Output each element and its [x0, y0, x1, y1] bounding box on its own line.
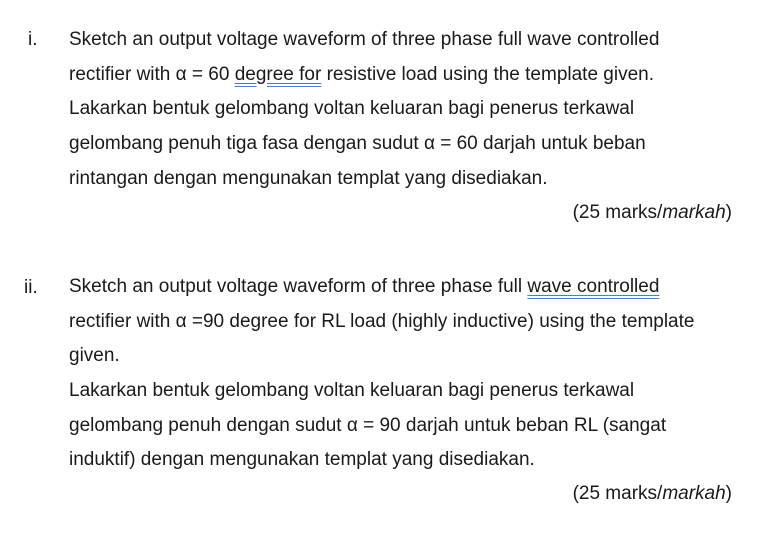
question-1-english-line-2-a: rectifier with α = 60: [69, 64, 235, 85]
question-2-number: ii.: [24, 277, 38, 298]
question-1-number: i.: [28, 29, 38, 50]
question-2-malay-line-1: Lakarkan bentuk gelombang voltan keluaran bagi penerus terkawal: [69, 380, 635, 401]
question-2-english-line-1-a: Sketch an output voltage waveform of three phase full: [69, 276, 528, 297]
question-1-grammar-flag: degree for: [234, 64, 322, 85]
question-2-malay-line-2: gelombang penuh dengan sudut α = 90 darjah untuk beban RL (sangat: [69, 415, 667, 436]
question-1-english-line-2-c: resistive load using the template given.: [321, 64, 654, 85]
question-2-grammar-flag: wave controlled: [527, 276, 660, 297]
question-2-english-line-2: rectifier with α =90 degree for RL load (highly inductive) using the template: [69, 311, 695, 332]
question-2-marks-close: ): [725, 483, 732, 504]
question-2-english-line-3: given.: [69, 345, 120, 366]
question-2-malay-line-3: induktif) dengan mengunakan templat yang disediakan.: [69, 449, 535, 470]
question-2-english-line-1: [69, 277, 659, 296]
question-1-malay-line-2: gelombang penuh tiga fasa dengan sudut α = 60 darjah untuk beban: [69, 133, 646, 154]
question-2-marks-value: (25 marks/: [572, 483, 663, 504]
question-1-english-line-2: [69, 65, 654, 84]
question-1-marks-close: ): [725, 202, 732, 223]
question-1-marks-italic: markah: [662, 202, 726, 223]
question-1-english-line-1: Sketch an output voltage waveform of three phase full wave controlled: [69, 29, 660, 50]
question-1-malay-line-1: Lakarkan bentuk gelombang voltan keluaran bagi penerus terkawal: [69, 98, 635, 119]
question-1-malay-line-3: rintangan dengan mengunakan templat yang disediakan.: [69, 168, 548, 189]
question-1-marks-value: (25 marks/: [572, 202, 663, 223]
question-2-marks: [573, 484, 732, 503]
question-2-marks-italic: markah: [662, 483, 726, 504]
question-1-marks: [573, 203, 732, 222]
